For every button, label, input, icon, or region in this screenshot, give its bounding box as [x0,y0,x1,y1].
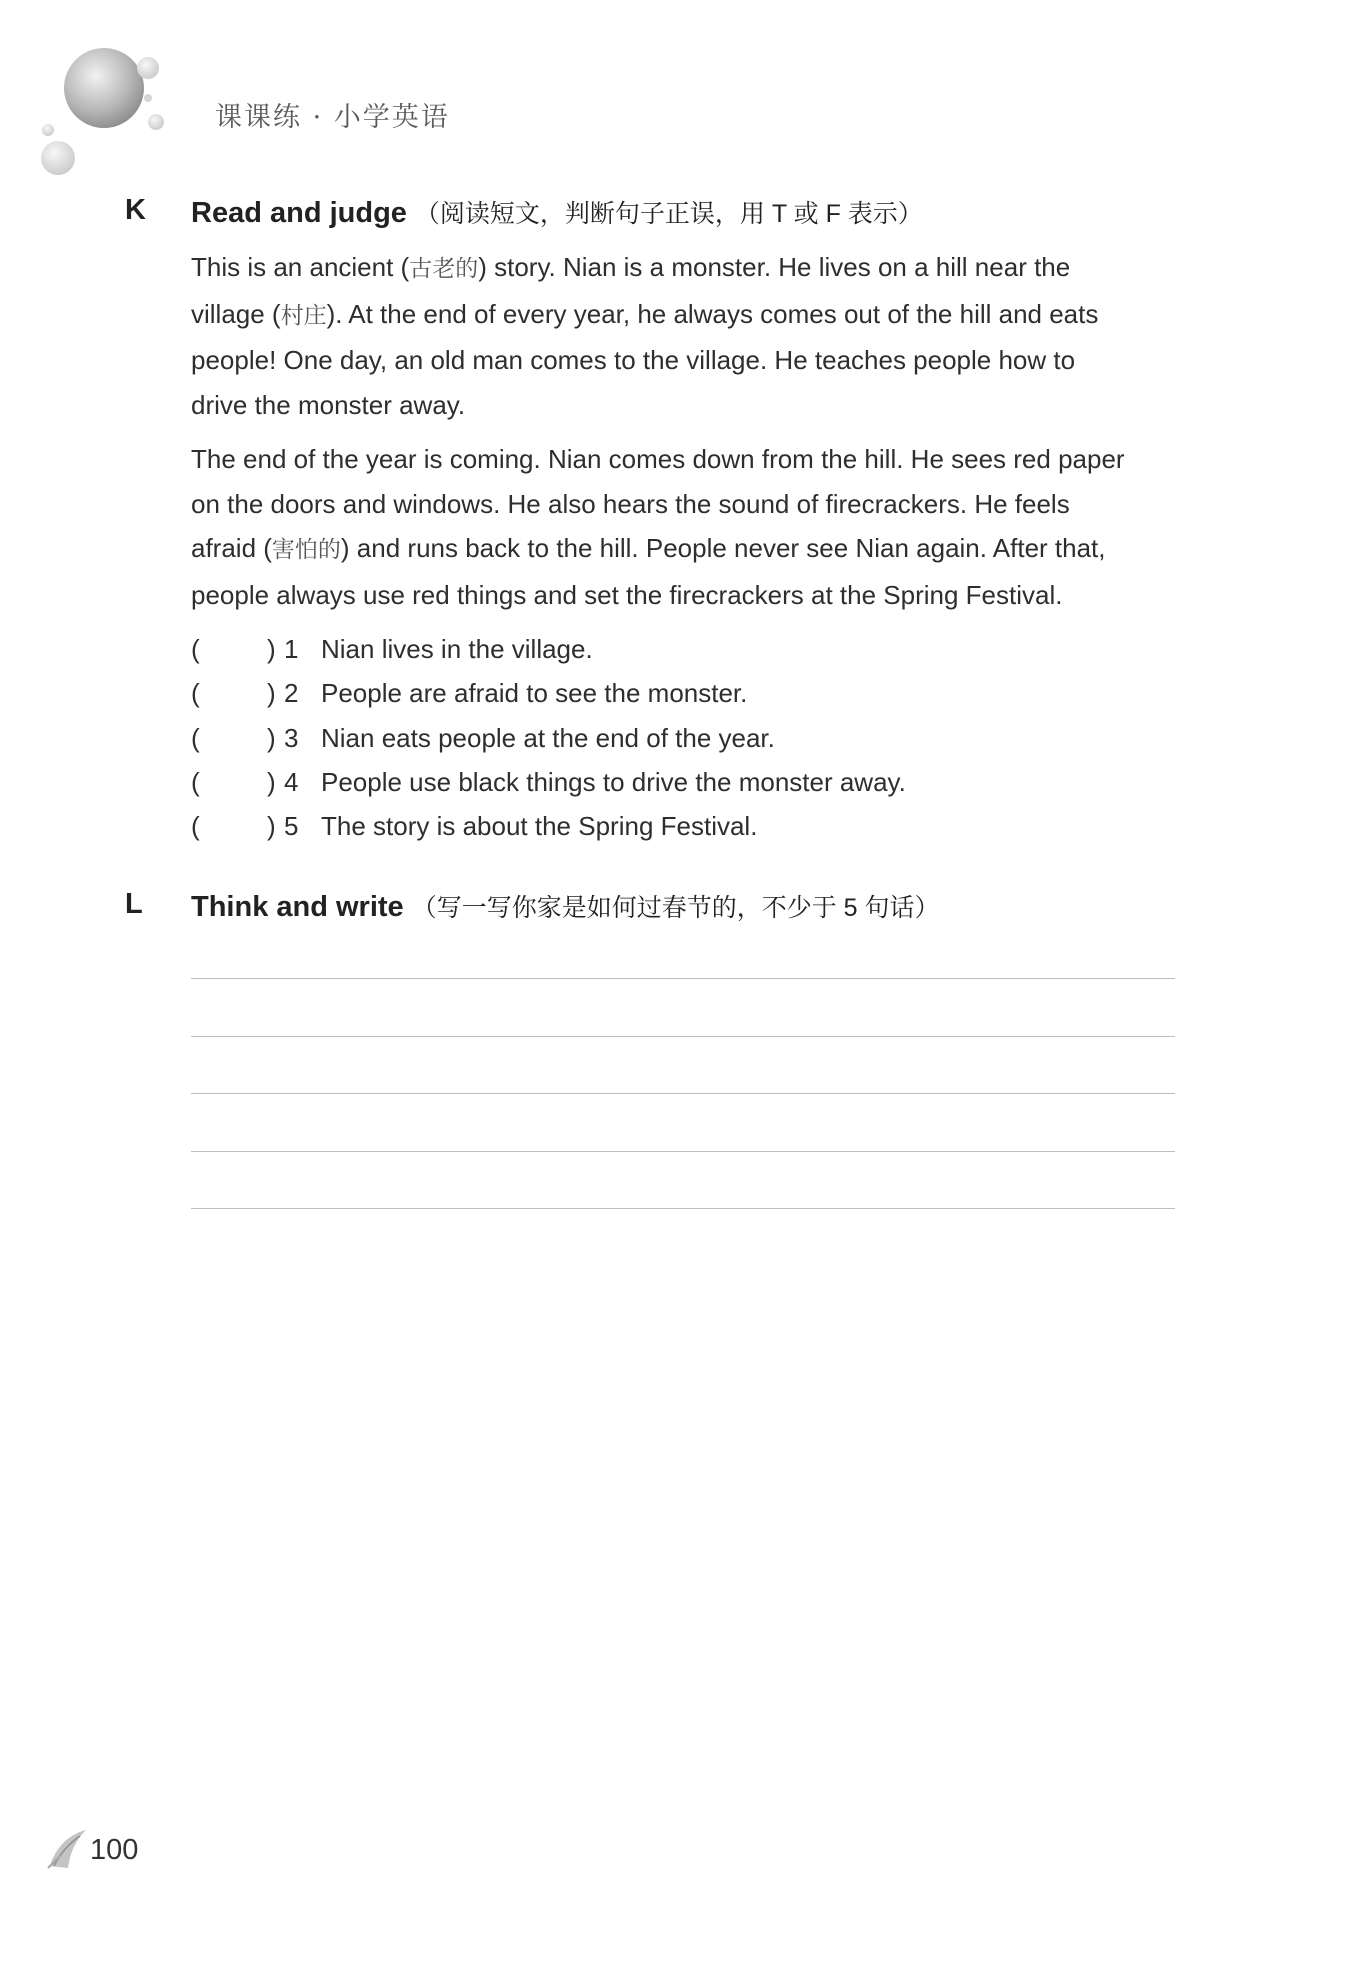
answer-blank-close: ) [267,634,276,664]
passage-text: ) and runs back to the hill. People never see Nian again. After that, [340,533,1106,563]
judge-question [191,761,1091,805]
judge-question-list [191,628,1091,849]
passage-line: people always use red things and set the firecrackers at the Spring Festival. [191,579,1063,610]
answer-blank-close: ) [267,811,276,842]
passage-paragraph-2 [191,437,1181,617]
question-number: 2 [284,678,299,709]
answer-blank-close: ) [267,678,276,709]
passage-text: afraid ( [191,533,272,563]
section-l-title-zh: （写一写你家是如何过春节的，不少于 5 句话） [411,894,940,922]
answer-blank-open[interactable]: ( [191,722,200,753]
passage-line: on the doors and windows. He also hears the sound of firecrackers. He feels [191,488,1070,519]
answer-blank-close: ) [267,722,276,753]
bubble-logo-icon [36,40,186,180]
section-l-letter: L [125,888,143,920]
writing-line[interactable] [191,1093,1175,1094]
gloss-ancient: 古老的 [409,256,479,282]
question-number: 3 [284,722,299,753]
passage-text: village ( [191,298,281,329]
passage-paragraph-1 [191,245,1181,427]
question-text: People use black things to drive the monster away. [321,766,906,797]
leaf-icon [46,1826,90,1870]
question-number: 4 [284,766,299,797]
question-number: 5 [284,811,299,842]
gloss-village: 村庄 [280,302,327,329]
writing-line[interactable] [191,1151,1175,1152]
judge-question [191,805,1091,849]
answer-blank-open[interactable]: ( [191,634,200,664]
passage-line: people! One day, an old man comes to the village. He teaches people how to [191,345,1076,375]
book-title: 课课练 · 小学英语 [215,102,450,133]
writing-line[interactable] [191,1036,1175,1037]
passage-line: The end of the year is coming. Nian comes down from the hill. He sees red paper [191,444,1125,474]
section-l-title-en: Think and write [191,891,404,923]
writing-line[interactable] [191,978,1175,979]
question-number: 1 [284,634,299,664]
gloss-afraid: 害怕的 [271,537,341,563]
writing-line[interactable] [191,1208,1175,1209]
answer-blank-close: ) [267,766,276,797]
section-l-title [191,888,940,924]
section-k-title-zh: （阅读短文，判断句子正误，用 T 或 F 表示） [414,200,923,228]
page-number: 100 [90,1834,139,1866]
passage-text: ). At the end of every year, he always comes out of the hill and eats [326,298,1099,329]
question-text: Nian lives in the village. [321,634,593,664]
passage-text: ) story. Nian is a monster. He lives on a hill near the [478,252,1071,282]
question-text: People are afraid to see the monster. [321,678,748,709]
section-k-title-en: Read and judge [191,197,407,229]
section-k-letter: K [125,194,146,226]
section-k-title [191,194,923,230]
passage-text: This is an ancient ( [191,252,410,282]
judge-question [191,672,1091,716]
passage-line: drive the monster away. [191,389,466,420]
question-text: The story is about the Spring Festival. [321,811,758,842]
question-text: Nian eats people at the end of the year. [321,722,775,753]
answer-blank-open[interactable]: ( [191,811,200,842]
judge-question [191,717,1091,761]
judge-question [191,628,1091,672]
answer-blank-open[interactable]: ( [191,678,200,709]
answer-blank-open[interactable]: ( [191,766,200,797]
